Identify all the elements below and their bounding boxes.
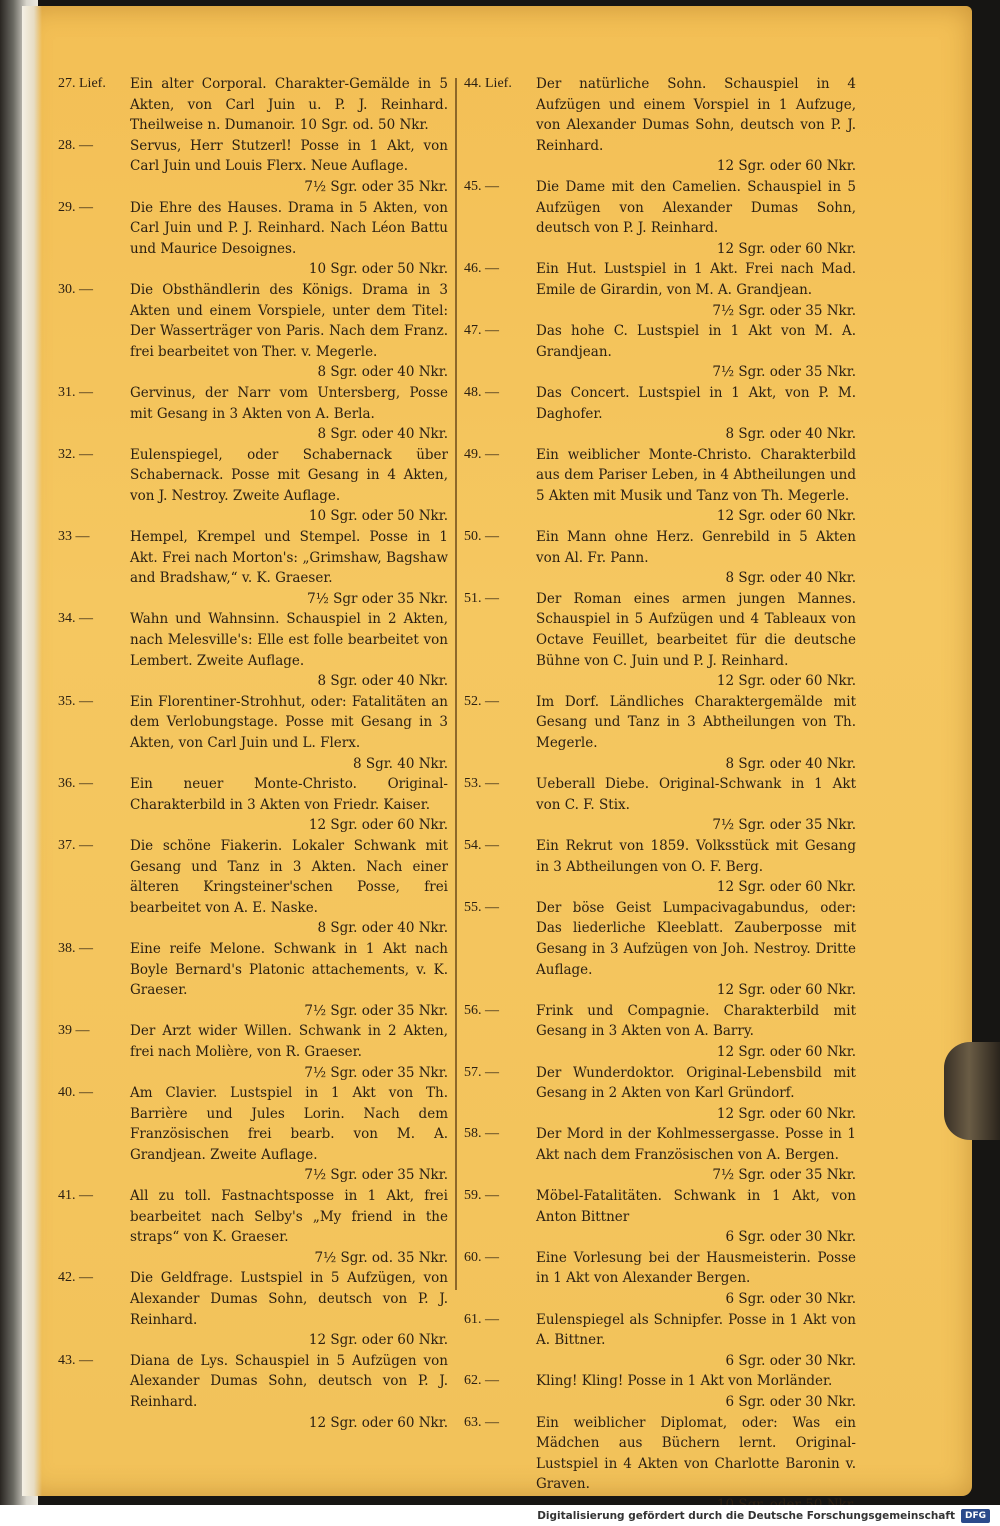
entry-price: 7½ Sgr. oder 35 Nkr.: [712, 1167, 856, 1184]
catalog-entry: [462, 527, 856, 589]
entry-number: 59. —: [464, 1188, 499, 1204]
catalog-entry: [462, 383, 856, 445]
entry-title: Der Wunderdoktor. Original-Lebensbild mit Gesang in 2 Akten von Karl Gründorf.: [536, 1064, 856, 1102]
catalog-entry: [56, 74, 448, 136]
entry-title: Der Roman eines armen jungen Mannes. Schauspiel in 5 Aufzügen und 4 Tableaux von Octave Feuillet, bearbeitet für die deutsche Bühne von C. Juin und P. J. Reinhard.: [536, 590, 856, 669]
entry-price: 7½ Sgr. oder 35 Nkr.: [304, 1002, 448, 1019]
entry-price: 7½ Sgr. oder 35 Nkr.: [712, 364, 856, 381]
entry-title: Die Geldfrage. Lustspiel in 5 Aufzügen, von Alexander Dumas Sohn, deutsch von P. J. Reinhard.: [130, 1270, 448, 1328]
entry-price: 7½ Sgr. oder 35 Nkr.: [712, 302, 856, 319]
digitization-footer: [0, 1505, 1000, 1526]
entry-title: Im Dorf. Ländliches Charaktergemälde mit Gesang und Tanz in 3 Abtheilungen von Th. Megerle.: [536, 693, 856, 751]
entry-price: 8 Sgr. oder 40 Nkr.: [725, 570, 856, 587]
entry-price: 8 Sgr. oder 40 Nkr.: [317, 673, 448, 690]
entry-price: 12 Sgr. oder 60 Nkr.: [716, 879, 856, 896]
entry-price: 7½ Sgr oder 35 Nkr.: [307, 590, 448, 607]
entry-title: Ein Rekrut von 1859. Volksstück mit Gesang in 3 Abtheilungen von O. F. Berg.: [536, 837, 856, 875]
entry-number: 43. —: [58, 1352, 93, 1368]
entry-number: 44. Lief.: [464, 76, 512, 91]
catalog-entry: [56, 609, 448, 691]
entry-price: 8 Sgr. oder 40 Nkr.: [317, 364, 448, 381]
catalog-entry: [462, 774, 856, 836]
catalog-entry: [56, 1186, 448, 1268]
catalog-entry: [462, 1413, 856, 1516]
entry-number: 37. —: [58, 837, 93, 853]
entry-number: 35. —: [58, 693, 93, 709]
entry-number: 30. —: [58, 281, 93, 297]
entry-number: 32. —: [58, 446, 93, 462]
catalog-entry: [462, 836, 856, 898]
entry-price: 7½ Sgr. oder 35 Nkr.: [304, 1167, 448, 1184]
entry-number: 34. —: [58, 611, 93, 627]
catalog-entry: [56, 939, 448, 1021]
entry-price: 12 Sgr. oder 60 Nkr.: [308, 1414, 448, 1431]
entry-number: 45. —: [464, 178, 499, 194]
right-column: [462, 74, 856, 1516]
catalog-entry: [462, 321, 856, 383]
catalog-entry: [462, 898, 856, 1001]
entry-number: 58. —: [464, 1126, 499, 1142]
entry-title: Die Obsthändlerin des Königs. Drama in 3 Akten und einem Vorspiele, unter dem Titel: Der Wasserträger von Paris. Nach dem Franz. frei bearbeitet von Ther. v. Megerle.: [130, 281, 448, 360]
page-fold-edge: [22, 6, 42, 1496]
entry-price: 10 Sgr. oder 50 Nkr.: [308, 261, 448, 278]
entry-title: Eulenspiegel, oder Schabernack über Schabernack. Posse mit Gesang in 4 Akten, von J. Nestroy. Zweite Auflage.: [130, 446, 448, 504]
catalog-entry: [56, 1351, 448, 1433]
thumb-index-tab: [944, 1042, 1000, 1140]
entry-title: Hempel, Krempel und Stempel. Posse in 1 Akt. Frei nach Morton's: „Grimshaw, Bagshaw and Bradshaw,“ v. K. Graeser.: [130, 529, 448, 587]
entry-title: Das hohe C. Lustspiel in 1 Akt von M. A. Grandjean.: [536, 323, 856, 360]
catalog-entry: [56, 774, 448, 836]
entry-price: 10 Sgr. oder 50 Nkr.: [308, 508, 448, 525]
entry-number: 39 —: [58, 1023, 90, 1039]
entry-number: 51. —: [464, 590, 499, 606]
entry-price: 12 Sgr. oder 60 Nkr.: [716, 1105, 856, 1122]
entry-price: 6 Sgr. oder 30 Nkr.: [725, 1352, 856, 1369]
catalog-entry: [462, 1371, 856, 1412]
column-divider: [455, 78, 457, 1290]
entry-title: Servus, Herr Stutzerl! Posse in 1 Akt, von Carl Juin und Louis Flerx. Neue Auflage.: [130, 137, 448, 175]
catalog-entry: [462, 259, 856, 321]
entry-title: Ein weiblicher Monte-Christo. Charakterbild aus dem Pariser Leben, in 4 Abtheilungen und 5 Akten mit Musik und Tanz von Th. Megerle.: [536, 446, 856, 504]
catalog-entry: [56, 136, 448, 198]
entry-number: 62. —: [464, 1373, 499, 1389]
catalog-entry: [462, 1186, 856, 1248]
entry-price: 6 Sgr. oder 30 Nkr.: [725, 1291, 856, 1308]
entry-title: Frink und Compagnie. Charakterbild mit Gesang in 3 Akten von A. Barry.: [536, 1002, 856, 1040]
catalog-entry: [56, 692, 448, 774]
catalog-entry: [462, 692, 856, 774]
entry-title: Ein Florentiner-Strohhut, oder: Fatalitäten an dem Verlobungstage. Posse mit Gesang in 3 Akten, von Carl Juin und L. Flerx.: [130, 693, 448, 751]
entry-number: 48. —: [464, 384, 499, 400]
catalog-entry: [462, 1310, 856, 1372]
catalog-entry: [56, 383, 448, 445]
entry-title: Ein weiblicher Diplomat, oder: Was ein Mädchen aus Büchern lernt. Original-Lustspiel in 4 Akten von Charlotte Baronin v. Graven.: [536, 1414, 856, 1493]
entry-number: 31. —: [58, 384, 93, 400]
entry-number: 27. Lief.: [58, 76, 106, 91]
entry-title: Eine reife Melone. Schwank in 1 Akt nach Boyle Bernard's Platonic attachements, v. K. Graeser.: [130, 940, 448, 999]
catalog-entry: [56, 1021, 448, 1083]
entry-price: 12 Sgr. oder 60 Nkr.: [716, 673, 856, 690]
entry-title: Möbel-Fatalitäten. Schwank in 1 Akt, von Anton Bittner: [536, 1188, 856, 1225]
entry-title: Die Dame mit den Camelien. Schauspiel in 5 Aufzügen von Alexander Dumas Sohn, deutsch von P. J. Reinhard.: [536, 178, 856, 237]
entry-number: 52. —: [464, 693, 499, 709]
entry-price: 12 Sgr. oder 60 Nkr.: [308, 1332, 448, 1349]
catalog-entry: [462, 589, 856, 692]
entry-number: 61. —: [464, 1311, 499, 1327]
catalog-entry: [462, 1063, 856, 1125]
entry-number: 40. —: [58, 1085, 93, 1101]
entry-title: Wahn und Wahnsinn. Schauspiel in 2 Akten, nach Melesville's: Elle est folle bearbeitet von Lembert. Zweite Auflage.: [130, 611, 448, 669]
catalog-entry: [56, 1083, 448, 1186]
entry-number: 41. —: [58, 1188, 93, 1204]
entry-number: 33 —: [58, 529, 90, 545]
entry-price: 8 Sgr. oder 40 Nkr.: [317, 920, 448, 937]
entry-number: 36. —: [58, 776, 93, 792]
entry-price: 8 Sgr. oder 40 Nkr.: [725, 755, 856, 772]
entry-title: Die schöne Fiakerin. Lokaler Schwank mit Gesang und Tanz in 3 Akten. Nach einer älteren Kringsteiner'schen Posse, frei bearbeitet von A. E. Naske.: [130, 837, 448, 916]
entry-title: Ein Hut. Lustspiel in 1 Akt. Frei nach Mad. Emile de Girardin, von M. A. Grandjean.: [536, 261, 856, 298]
entry-title: Kling! Kling! Posse in 1 Akt von Morländer.: [536, 1373, 833, 1390]
catalog-entry: [462, 177, 856, 259]
entry-title: Diana de Lys. Schauspiel in 5 Aufzügen von Alexander Dumas Sohn, deutsch von P. J. Reinhard.: [130, 1352, 448, 1410]
entry-title: Ein alter Corporal. Charakter-Gemälde in 5 Akten, von Carl Juin u. P. J. Reinhard. Theilweise n. Dumanoir. 10 Sgr. od. 50 Nkr.: [130, 76, 448, 134]
entry-title: Eulenspiegel als Schnipfer. Posse in 1 Akt von A. Bittner.: [536, 1311, 856, 1349]
entry-price: 12 Sgr. oder 60 Nkr.: [716, 508, 856, 525]
catalog-entry: [462, 1248, 856, 1310]
catalog-entry: [56, 527, 448, 609]
dfg-logo: DFG: [961, 1509, 990, 1523]
catalog-entry: [56, 445, 448, 527]
entry-number: 54. —: [464, 837, 499, 853]
left-column: [56, 74, 448, 1433]
entry-title: Ein neuer Monte-Christo. Original-Charakterbild in 3 Akten von Friedr. Kaiser.: [130, 776, 448, 813]
entry-price: 12 Sgr. oder 60 Nkr.: [716, 240, 856, 257]
entry-price: 12 Sgr. oder 60 Nkr.: [716, 158, 856, 175]
entry-price: 12 Sgr. oder 60 Nkr.: [716, 982, 856, 999]
entry-title: Das Concert. Lustspiel in 1 Akt, von P. M. Daghofer.: [536, 384, 856, 422]
catalog-entry: [56, 1268, 448, 1350]
entry-title: Gervinus, der Narr vom Untersberg, Posse mit Gesang in 3 Akten von A. Berla.: [130, 384, 448, 422]
entry-price: 7½ Sgr. od. 35 Nkr.: [314, 1249, 448, 1266]
entry-title: Der Mord in der Kohlmessergasse. Posse in 1 Akt nach dem Französischen von A. Bergen.: [536, 1126, 856, 1163]
entry-number: 56. —: [464, 1002, 499, 1018]
funding-credit: Digitalisierung gefördert durch die Deutsche Forschungsgemeinschaft: [537, 1509, 955, 1522]
entry-title: Die Ehre des Hauses. Drama in 5 Akten, von Carl Juin und P. J. Reinhard. Nach Léon Battu und Maurice Desoignes.: [130, 199, 448, 257]
catalog-entry: [462, 1124, 856, 1186]
entry-number: 38. —: [58, 940, 93, 956]
entry-number: 46. —: [464, 261, 499, 277]
entry-number: 49. —: [464, 446, 499, 462]
catalog-entry: [56, 280, 448, 383]
entry-title: Der natürliche Sohn. Schauspiel in 4 Aufzügen und einem Vorspiel in 1 Aufzuge, von Alexander Dumas Sohn, deutsch von P. J. Reinhard.: [536, 76, 856, 154]
catalog-entry: [56, 198, 448, 280]
entry-title: Ueberall Diebe. Original-Schwank in 1 Akt von C. F. Stix.: [536, 776, 856, 813]
entry-price: 7½ Sgr. oder 35 Nkr.: [304, 178, 448, 195]
catalog-entry: [462, 1001, 856, 1063]
entry-number: 53. —: [464, 776, 499, 792]
catalog-entry: [462, 74, 856, 177]
entry-title: Ein Mann ohne Herz. Genrebild in 5 Akten von Al. Fr. Pann.: [536, 529, 856, 566]
entry-price: 6 Sgr. oder 30 Nkr.: [725, 1229, 856, 1246]
entry-number: 47. —: [464, 323, 499, 339]
entry-number: 42. —: [58, 1270, 93, 1286]
entry-price: 6 Sgr. oder 30 Nkr.: [725, 1394, 856, 1410]
entry-price: 8 Sgr. oder 40 Nkr.: [317, 426, 448, 443]
entry-price: 8 Sgr. 40 Nkr.: [352, 755, 448, 772]
entry-title: All zu toll. Fastnachtsposse in 1 Akt, frei bearbeitet nach Selby's „My friend in the straps“ von K. Graeser.: [130, 1188, 448, 1246]
entry-number: 57. —: [464, 1064, 499, 1080]
entry-price: 7½ Sgr. oder 35 Nkr.: [304, 1064, 448, 1081]
entry-price: 7½ Sgr. oder 35 Nkr.: [712, 817, 856, 834]
entry-number: 63. —: [464, 1414, 499, 1430]
entry-price: 12 Sgr. oder 60 Nkr.: [308, 817, 448, 834]
catalog-entry: [56, 836, 448, 939]
catalog-entry: [462, 445, 856, 527]
entry-number: 29. —: [58, 199, 93, 215]
entry-number: 55. —: [464, 899, 499, 915]
entry-price: 12 Sgr. oder 60 Nkr.: [716, 1043, 856, 1060]
entry-title: Der böse Geist Lumpacivagabundus, oder: Das liederliche Kleeblatt. Zauberposse mit Gesang in 3 Aufzügen von Joh. Nestroy. Dritte Auflage.: [536, 899, 856, 978]
entry-number: 60. —: [464, 1249, 499, 1265]
entry-title: Am Clavier. Lustspiel in 1 Akt von Th. Barrière und Jules Lorin. Nach dem Französischen frei bearb. von M. A. Grandjean. Zweite Auflage.: [130, 1085, 448, 1163]
entry-title: Eine Vorlesung bei der Hausmeisterin. Posse in 1 Akt von Alexander Bergen.: [536, 1249, 856, 1287]
entry-title: Der Arzt wider Willen. Schwank in 2 Akten, frei nach Molière, von R. Graeser.: [130, 1023, 448, 1060]
entry-number: 50. —: [464, 529, 499, 545]
entry-price: 8 Sgr. oder 40 Nkr.: [725, 426, 856, 443]
entry-number: 28. —: [58, 137, 93, 153]
